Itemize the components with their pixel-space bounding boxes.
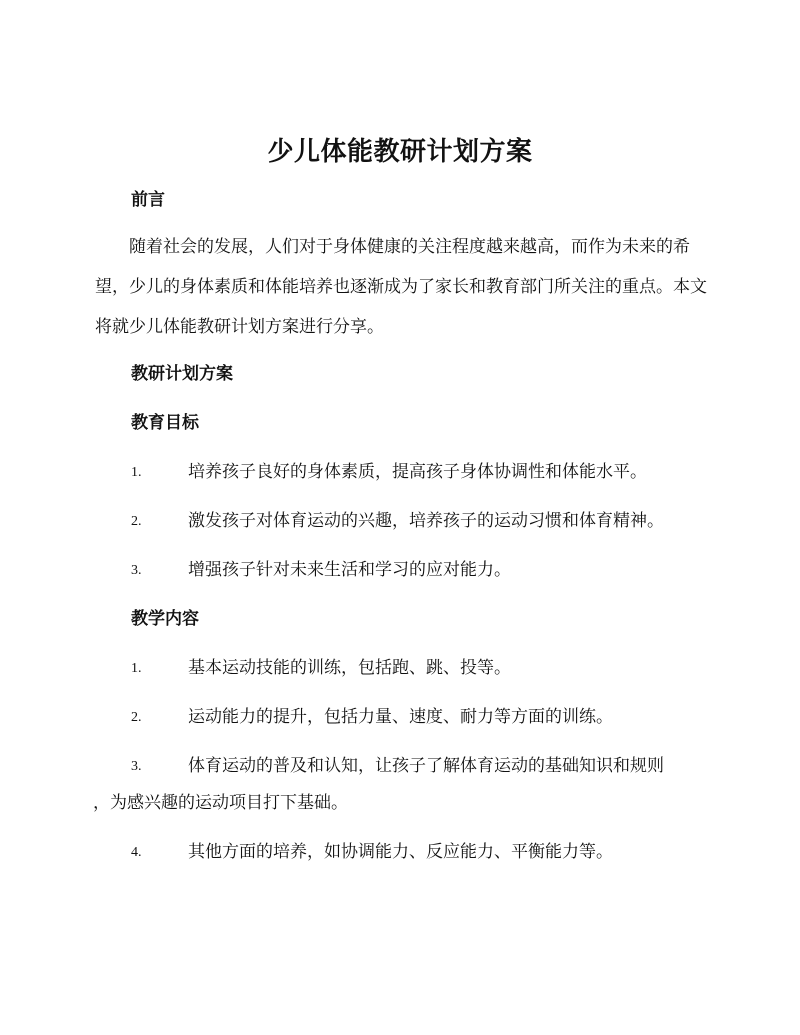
preface-paragraph: 随着社会的发展，人们对于身体健康的关注程度越来越高，而作为未来的希望，少儿的身体素质和体能培养也逐渐成为了家长和教育部门所关注的重点。本文将就少儿体能教研计划方案进行分享。 [95, 237, 707, 337]
content-number: 2. [131, 710, 142, 725]
content-number: 4. [131, 845, 142, 860]
document-title: 少儿体能教研计划方案 [267, 137, 533, 167]
goal-number: 3. [131, 563, 142, 578]
content-number: 1. [131, 661, 142, 676]
goal-text: 培养孩子良好的身体素质，提高孩子身体协调性和体能水平。 [188, 462, 647, 482]
goal-text: 增强孩子针对未来生活和学习的应对能力。 [188, 560, 511, 580]
content-continuation: ，为感兴趣的运动项目打下基础。 [93, 793, 348, 813]
preface-heading: 前言 [131, 190, 165, 210]
goal-number: 1. [131, 465, 142, 480]
content-text: 运动能力的提升，包括力量、速度、耐力等方面的训练。 [188, 707, 613, 727]
content-heading: 教学内容 [131, 609, 199, 629]
content-text: 其他方面的培养，如协调能力、反应能力、平衡能力等。 [188, 842, 613, 862]
goal-number: 2. [131, 514, 142, 529]
content-number: 3. [131, 759, 142, 774]
plan-heading: 教研计划方案 [131, 364, 233, 384]
goal-text: 激发孩子对体育运动的兴趣，培养孩子的运动习惯和体育精神。 [188, 511, 664, 531]
goals-heading: 教育目标 [131, 413, 199, 433]
content-text: 体育运动的普及和认知，让孩子了解体育运动的基础知识和规则 [188, 756, 664, 776]
content-text: 基本运动技能的训练，包括跑、跳、投等。 [188, 658, 511, 678]
